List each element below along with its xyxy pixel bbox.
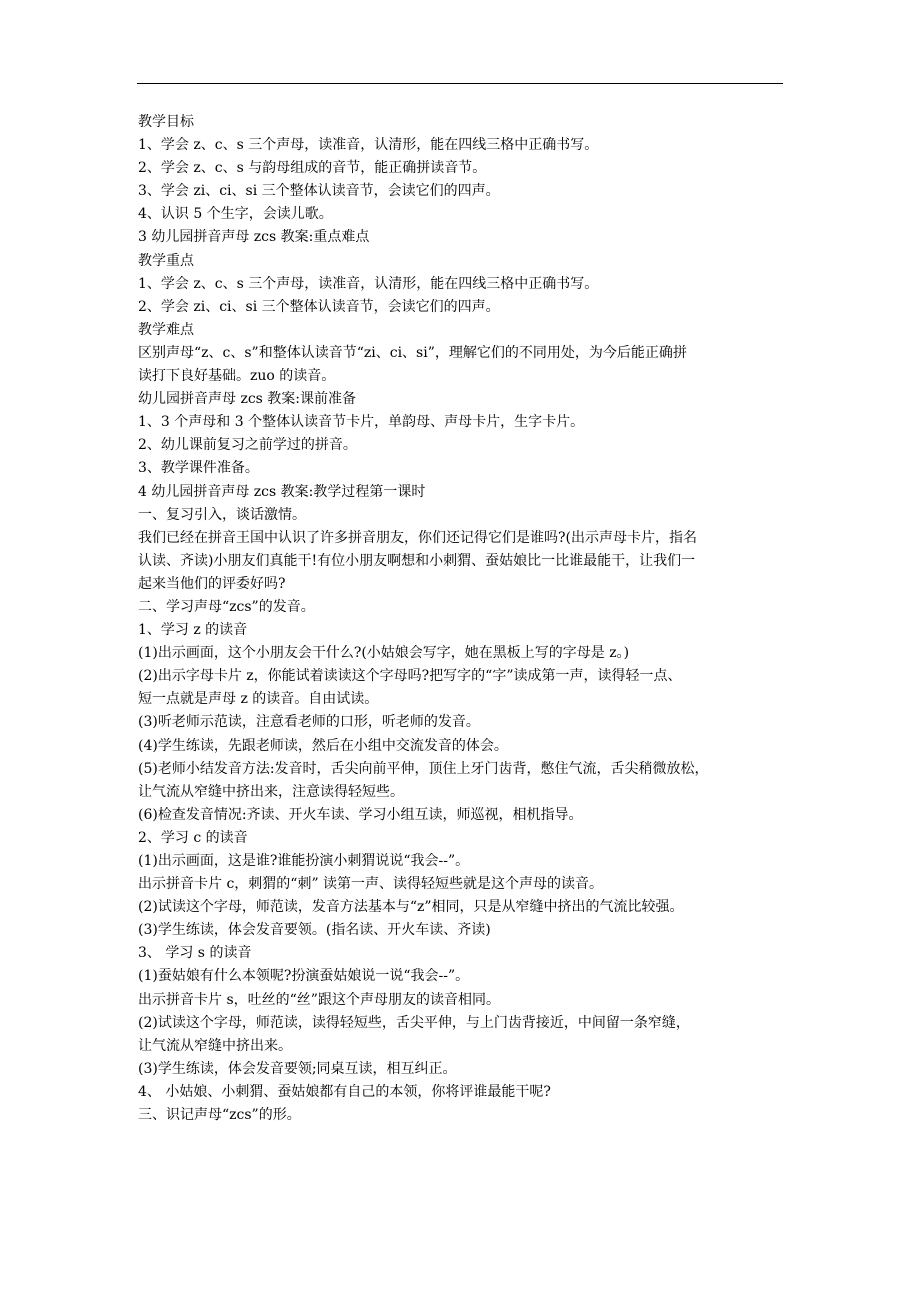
subsection-heading: 2、学习 c 的读音 [138, 829, 248, 846]
subsection-heading: 3、 学习 s 的读音 [138, 945, 252, 962]
text-line: 3、学会 zi、ci、si 三个整体认读音节，会读它们的四声。 [138, 183, 500, 200]
text-line: 1、学会 z、c、s 三个声母，读准音，认清形，能在四线三格中正确书写。 [138, 137, 599, 154]
text-line: 让气流从窄缝中挤出来，注意读得轻短些。 [138, 783, 404, 800]
section-heading: 4 幼儿园拼音声母 zcs 教案:教学过程第一课时 [138, 483, 426, 500]
section-heading: 3 幼儿园拼音声母 zcs 教案:重点难点 [138, 229, 370, 246]
text-line: 区别声母“z、c、s”和整体认读音节“zi、ci、si”，理解它们的不同用处，为今后能正确拼 [138, 344, 687, 361]
text-line: (3)听老师示范读，注意看老师的口形，听老师的发音。 [138, 714, 480, 731]
subsection-heading: 1、学习 z 的读音 [138, 622, 248, 639]
text-line: (3)学生练读，体会发音要领。(指名读、开火车读、齐读) [138, 922, 491, 939]
text-line: (5)老师小结发音方法:发音时，舌尖向前平伸，顶住上牙门齿背，憋住气流，舌尖稍微放松， [138, 760, 709, 777]
text-line: 1、学会 z、c、s 三个声母，读准音，认清形，能在四线三格中正确书写。 [138, 275, 599, 292]
text-line: 1、3 个声母和 3 个整体认读音节卡片，单韵母、声母卡片，生字卡片。 [138, 414, 585, 431]
header-rule [137, 83, 783, 84]
text-line: (1)出示画面，这个小朋友会干什么?(小姑娘会写字，她在黑板上写的字母是 z。) [138, 645, 630, 662]
section-heading: 一、复习引入，谈话激情。 [138, 506, 306, 523]
text-line: 我们已经在拼音王国中认识了许多拼音朋友，你们还记得它们是谁吗?(出示声母卡片，指名 [138, 529, 697, 546]
text-line: (2)出示字母卡片 z，你能试着读读这个字母吗?把写字的“字”读成第一声，读得轻一点、 [138, 668, 682, 685]
text-line: (4)学生练读，先跟老师读，然后在小组中交流发音的体会。 [138, 737, 508, 754]
text-line: 起来当他们的评委好吗? [138, 575, 286, 592]
text-line: 2、幼儿课前复习之前学过的拼音。 [138, 437, 357, 454]
section-heading: 幼儿园拼音声母 zcs 教案:课前准备 [138, 391, 357, 408]
text-line: 让气流从窄缝中挤出来。 [138, 1037, 292, 1054]
text-line: (6)检查发音情况:齐读、开火车读、学习小组互读，师巡视，相机指导。 [138, 806, 583, 823]
text-line: 4、 小姑娘、小刺猬、蚕姑娘都有自己的本领，你将评谁最能干呢? [138, 1083, 551, 1100]
text-line: 3、教学课件准备。 [138, 460, 259, 477]
section-heading: 三、识记声母“zcs”的形。 [138, 1107, 301, 1124]
text-line: 出示拼音卡片 c，刺猬的“刺” 读第一声、读得轻短些就是这个声母的读音。 [138, 876, 604, 893]
section-heading: 教学难点 [138, 321, 194, 338]
text-line: 短一点就是声母 z 的读音。自由试读。 [138, 691, 379, 708]
text-line: 认读、齐读)小朋友们真能干!有位小朋友啊想和小刺猬、蚕姑娘比一比谁最能干，让我们一 [138, 552, 696, 569]
text-line: 出示拼音卡片 s，吐丝的“丝”跟这个声母朋友的读音相同。 [138, 991, 500, 1008]
text-line: (1)出示画面，这是谁?谁能扮演小刺猬说说“我会--”。 [138, 853, 470, 869]
text-line: 2、学会 zi、ci、si 三个整体认读音节，会读它们的四声。 [138, 298, 500, 315]
text-line: (2)试读这个字母，师范读，发音方法基本与“z”相同，只是从窄缝中挤出的气流比较强。 [138, 899, 684, 916]
text-line: 读打下良好基础。zuo 的读音。 [138, 368, 336, 385]
text-line: (2)试读这个字母，师范读，读得轻短些，舌尖平伸，与上门齿背接近，中间留一条窄缝， [138, 1014, 690, 1031]
section-heading: 教学重点 [138, 252, 194, 269]
document-body [138, 111, 788, 1127]
section-heading: 二、学习声母“zcs”的发音。 [138, 598, 315, 615]
section-heading: 教学目标 [138, 114, 194, 130]
text-line: (1)蚕姑娘有什么本领呢?扮演蚕姑娘说一说“我会--”。 [138, 968, 470, 985]
text-line: 4、认识 5 个生字，会读儿歌。 [138, 206, 333, 223]
text-line: 2、学会 z、c、s 与韵母组成的音节，能正确拼读音节。 [138, 160, 487, 177]
text-line: (3)学生练读，体会发音要领;同桌互读，相互纠正。 [138, 1060, 457, 1077]
